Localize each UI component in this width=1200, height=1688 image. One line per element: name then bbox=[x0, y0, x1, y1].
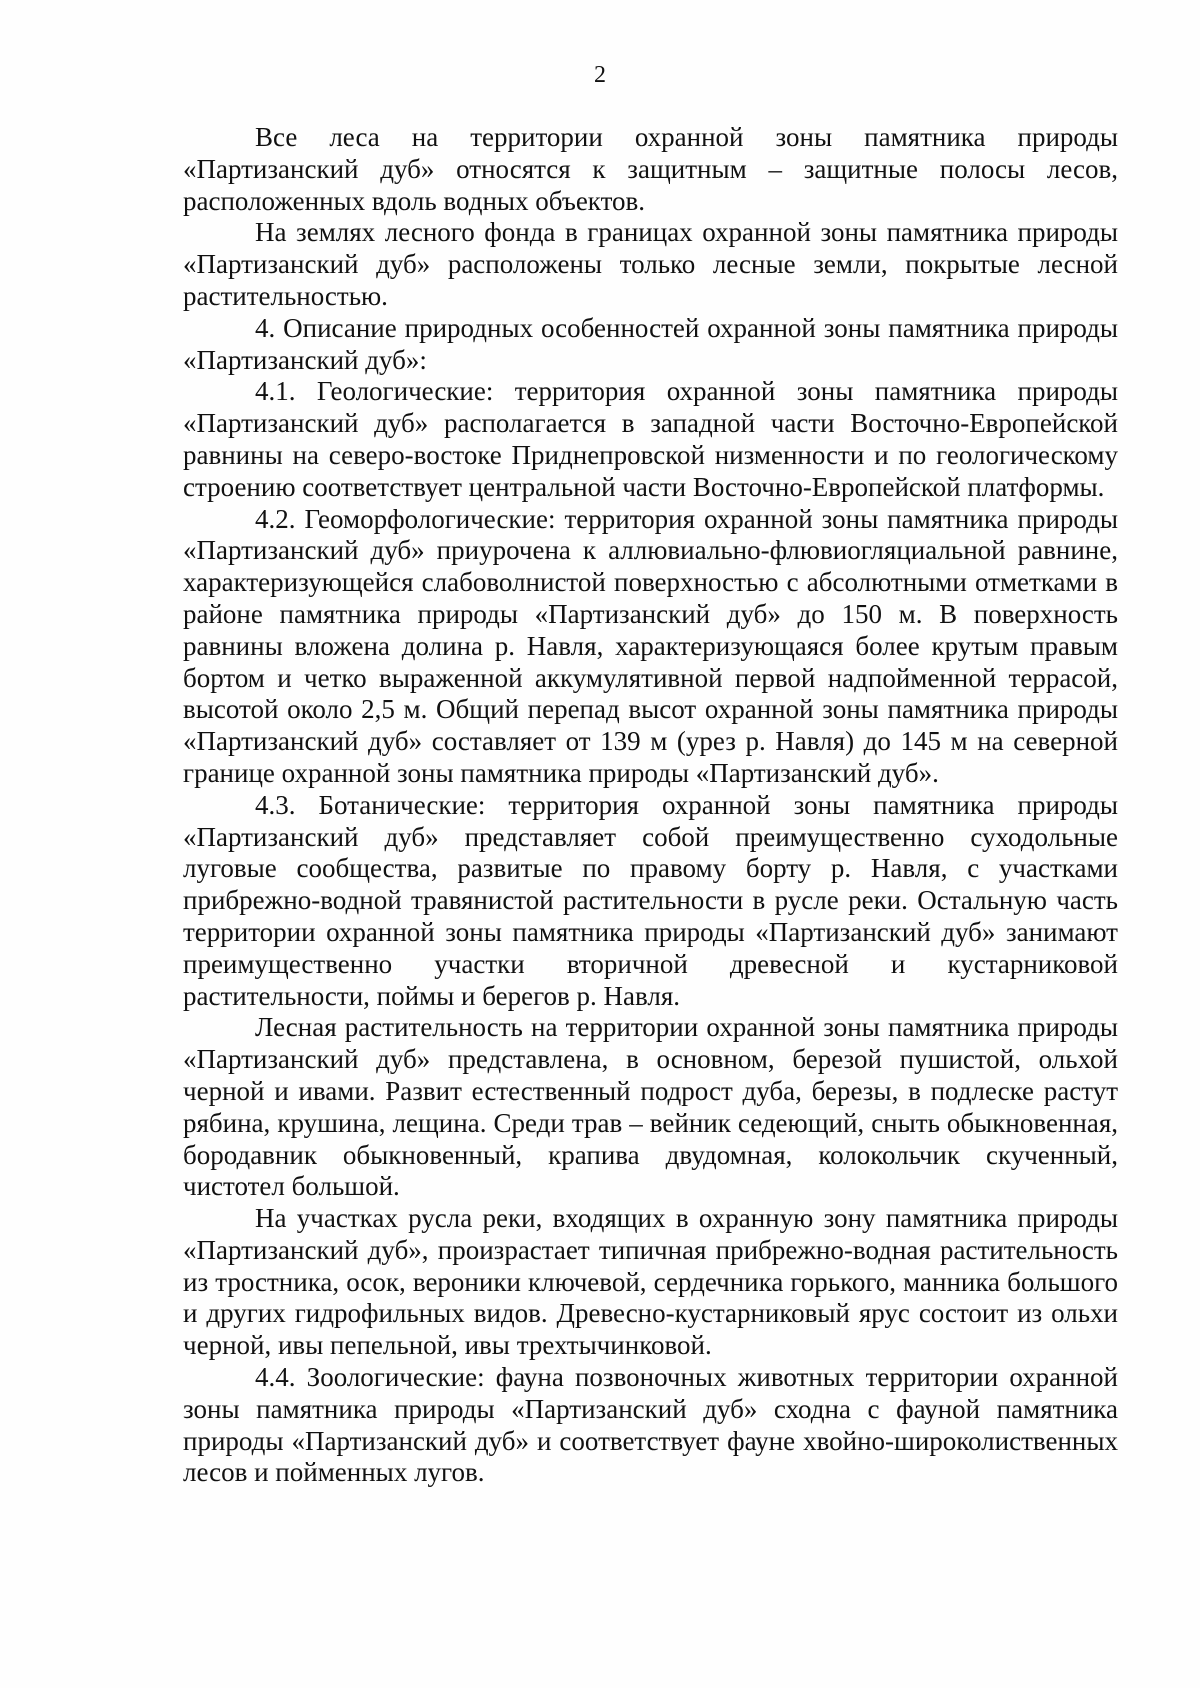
paragraph-4-3-botanical: 4.3. Ботанические: территория охранной зоны памятника природы «Партизанский дуб» представляет собой преимущественно суходольные луговые сообщества, развитые по правому борту р. Навля, с участками прибрежно-водной травянистой растительности в русле реки. Остальную часть территории охранной зоны памятника природы «Партизанский дуб» занимают преимущественно участки вторичной древесной и кустарниковой растительности, поймы и берегов р. Навля. bbox=[183, 789, 1118, 1011]
page-number: 2 bbox=[594, 62, 606, 88]
document-body bbox=[183, 122, 1118, 1489]
paragraph-forest-fund-lands: На землях лесного фонда в границах охранной зоны памятника природы «Партизанский дуб» расположены только лесные земли, покрытые лесной растительностью. bbox=[183, 217, 1118, 311]
paragraph-forests-protective: Все леса на территории охранной зоны памятника природы «Партизанский дуб» относятся к защитным – защитные полосы лесов, расположенных вдоль водных объектов. bbox=[183, 122, 1118, 216]
paragraph-riverbed-vegetation: На участках русла реки, входящих в охранную зону памятника природы «Партизанский дуб», произрастает типичная прибрежно-водная растительность из тростника, осок, вероники ключевой, сердечника горького, манника большого и других гидрофильных видов. Древесно-кустарниковый ярус состоит из ольхи черной, ивы пепельной, ивы трехтычинковой. bbox=[183, 1203, 1118, 1361]
paragraph-4-4-zoological: 4.4. Зоологические: фауна позвоночных животных территории охранной зоны памятника природы «Партизанский дуб» сходна с фауной памятника природы «Партизанский дуб» и соответствует фауне хвойно-широколиственных лесов и пойменных лугов. bbox=[183, 1362, 1118, 1488]
paragraph-section-4-heading: 4. Описание природных особенностей охранной зоны памятника природы «Партизанский дуб»: bbox=[183, 312, 1118, 375]
paragraph-forest-vegetation: Лесная растительность на территории охранной зоны памятника природы «Партизанский дуб» представлена, в основном, березой пушистой, ольхой черной и ивами. Развит естественный подрост дуба, березы, в подлеске растут рябина, крушина, лещина. Среди трав – вейник седеющий, сныть обыкновенная, бородавник обыкновенный, крапива двудомная, колокольчик скученный, чистотел большой. bbox=[183, 1012, 1118, 1202]
paragraph-4-2-geomorphological: 4.2. Геоморфологические: территория охранной зоны памятника природы «Партизанский дуб» приурочена к аллювиально-флювиогляциальной равнине, характеризующейся слабоволнистой поверхностью с абсолютными отметками в районе памятника природы «Партизанский дуб» до 150 м. В поверхность равнины вложена долина р. Навля, характеризующаяся более крутым правым бортом и четко выраженной аккумулятивной первой надпойменной террасой, высотой около 2,5 м. Общий перепад высот охранной зоны памятника природы «Партизанский дуб» составляет от 139 м (урез р. Навля) до 145 м на северной границе охранной зоны памятника природы «Партизанский дуб». bbox=[183, 503, 1118, 788]
paragraph-4-1-geological: 4.1. Геологические: территория охранной зоны памятника природы «Партизанский дуб» располагается в западной части Восточно-Европейской равнины на северо-востоке Приднепровской низменности и по геологическому строению соответствует центральной части Восточно-Европейской платформы. bbox=[183, 376, 1118, 502]
